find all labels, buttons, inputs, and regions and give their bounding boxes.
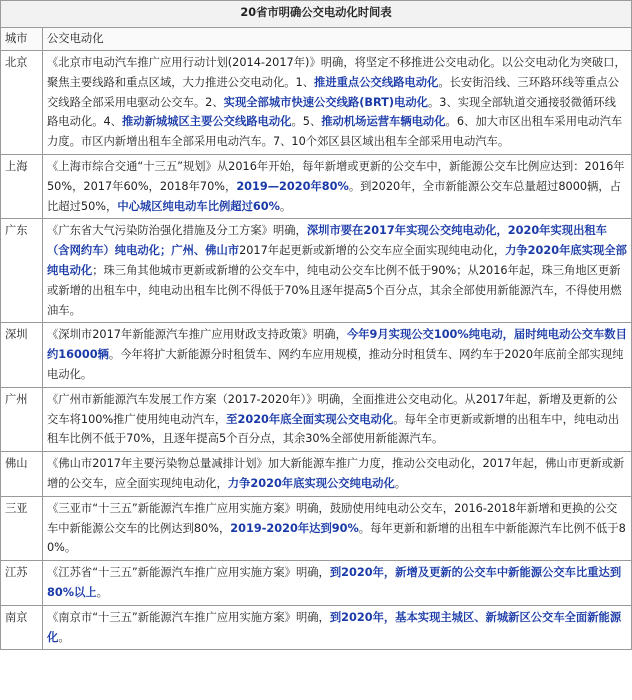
highlighted-text: 2019—2020年80% — [236, 179, 349, 193]
highlighted-text: 实现全部城市快速公交线路(BRT)电动化 — [223, 95, 428, 109]
policy-cell — [43, 605, 632, 650]
highlighted-text: 推动机场运营车辆电动化 — [321, 115, 446, 129]
city-cell: 江苏 — [1, 561, 43, 606]
table-row — [1, 51, 632, 155]
policy-text: 。每年更新和新增的出租车中新能源汽车比例不低于80%。 — [47, 521, 626, 555]
highlighted-text: 到2020年，基本实现主城区、新城新区公交车全面新能源化 — [47, 610, 622, 644]
table-row — [1, 605, 632, 650]
policy-text: 。6、加大市区出租车采用电动汽车力度。市区内新增出租车全部采用电动汽车。7、10个郊区县区域出租车全部采用电动汽车。 — [47, 115, 623, 149]
policy-cell — [43, 51, 632, 155]
highlighted-text: 深圳市要在2017年实现公交纯电动化，2020年实现出租车（含网约车）纯电动化；广州、佛山市 — [47, 224, 607, 258]
table-body — [1, 1, 632, 650]
policy-text: ；珠三角其他城市更新或新增的公交车中，纯电动公交车比例不低于90%；从2016年起，珠三角地区更新或新增的出租车中，纯电动出租车比例不得低于70%且逐年提高5个百分点，其余全部使用新能源汽车，不得使用燃油车。 — [47, 263, 622, 317]
policy-text: 。 — [279, 199, 292, 213]
table-title: 20省市明确公交电动化时间表 — [1, 1, 632, 28]
highlighted-text: 至2020年底全面实现公交电动化 — [226, 412, 394, 426]
highlighted-text: 中心城区纯电动车比例超过60% — [117, 199, 280, 213]
highlighted-text: 力争2020年底实现公交纯电动化 — [227, 476, 395, 490]
table-row — [1, 452, 632, 497]
highlighted-text: 到2020年，新增及更新的公交车中新能源公交车比重达到80%以上 — [47, 566, 622, 599]
city-cell: 南京 — [1, 605, 43, 650]
table-row — [1, 154, 632, 218]
policy-text: 。 — [96, 585, 108, 599]
policy-text: 。3、实现全部轨道交通接驳微循环线路电动化。4、 — [47, 95, 616, 129]
policy-text: 2017年起更新或新增的公交车应全面实现纯电动化， — [239, 244, 506, 258]
city-cell: 北京 — [1, 51, 43, 155]
city-cell: 三亚 — [1, 496, 43, 560]
policy-text: 《三亚市“十三五”新能源汽车推广应用实施方案》明确，鼓励使用纯电动公交车，2016-2018年新增和更换的公交车中新能源公交车的比例达到80%， — [47, 501, 618, 535]
policy-text: 《南京市“十三五”新能源汽车推广应用实施方案》明确， — [47, 610, 330, 624]
column-header-city: 城市 — [1, 28, 43, 51]
table-row — [1, 323, 632, 387]
policy-cell — [43, 219, 632, 323]
policy-text: 。到2020年，全市新能源公交车总量超过8000辆，占比超过50%， — [47, 179, 621, 213]
policy-cell — [43, 154, 632, 218]
policy-cell — [43, 452, 632, 497]
highlighted-text: 推动新城城区主要公交线路电动化 — [121, 115, 292, 129]
column-header-policy: 公交电动化 — [43, 28, 632, 51]
policy-text: 《上海市综合交通“十三五”规划》从2016年开始，每年新增或更新的公交车中，新能源公交车比例应达到：2016年50%，2017年60%，2018年70%， — [47, 159, 625, 193]
highlighted-text: 力争2020年底实现全部纯电动化 — [47, 244, 627, 277]
city-cell: 广东 — [1, 219, 43, 323]
policy-cell — [43, 323, 632, 387]
policy-text: 。5、 — [291, 115, 322, 129]
policy-text: 。 — [58, 630, 70, 644]
policy-text: 《广州市新能源汽车发展工作方案（2017-2020年）》明确，全面推进公交电动化。从2017年起，新增及更新的公交车将100%推广使用纯电动汽车， — [47, 392, 618, 426]
policy-cell — [43, 561, 632, 606]
policy-text: 《深圳市2017年新能源汽车推广应用财政支持政策》明确， — [47, 328, 347, 342]
policy-text: 《江苏省“十三五”新能源汽车推广应用实施方案》明确， — [47, 566, 330, 580]
table-row — [1, 387, 632, 451]
policy-text: 。 — [394, 476, 407, 490]
policy-text: 《佛山市2017年主要污染物总量减排计划》加大新能源车推广力度，推动公交电动化，2017年起，佛山市更新或新增的公交车，应全面实现纯电动化， — [47, 457, 625, 490]
city-cell: 佛山 — [1, 452, 43, 497]
city-cell: 深圳 — [1, 323, 43, 387]
city-cell: 广州 — [1, 387, 43, 451]
table-row — [1, 561, 632, 606]
city-cell: 上海 — [1, 154, 43, 218]
policy-cell — [43, 496, 632, 560]
highlighted-text: 推进重点公交线路电动化 — [314, 75, 439, 89]
policy-text: 《广东省大气污染防治强化措施及分工方案》明确， — [47, 224, 307, 238]
policy-text: 《北京市电动汽车推广应用行动计划(2014-2017年)》明确，将坚定不移推进公交电动化。以公交电动化为突破口，聚焦主要线路和重点区域，大力推进公交电动化。1、 — [47, 56, 626, 89]
policy-text: 。长安街沿线、三环路环线等重点公交线路全部采用电驱动公交车。2、 — [47, 75, 620, 109]
highlighted-text: 今年9月实现公交100%纯电动，届时纯电动公交车数目约16000辆 — [47, 328, 627, 362]
policy-cell — [43, 387, 632, 451]
policy-text: 。今年将扩大新能源分时租赁车、网约车应用规模，推动分时租赁车、网约车于2020年底前全部实现纯电动化。 — [47, 348, 624, 381]
table-row — [1, 496, 632, 560]
highlighted-text: 2019-2020年达到90% — [230, 521, 359, 535]
policy-text: 。每年全市更新或新增的出租车中，纯电动出租车比例不低于70%，且逐年提高5个百分点，其余30%全部使用新能源汽车。 — [47, 412, 620, 446]
table-row — [1, 219, 632, 323]
